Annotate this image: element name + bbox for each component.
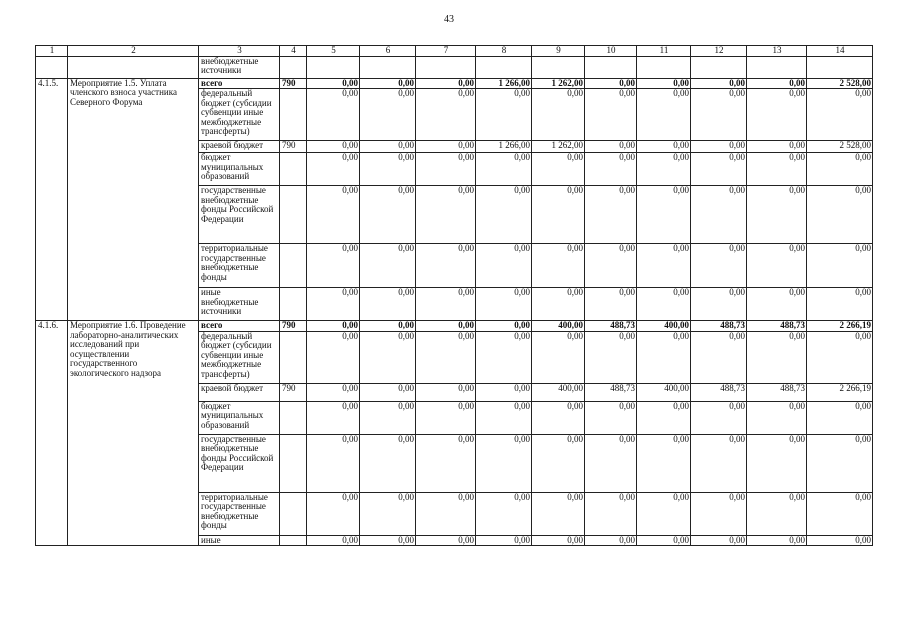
amount-cell: 0,00 [416,331,476,383]
amount-cell: 0,00 [637,78,691,89]
amount-cell: 0,00 [360,89,416,141]
amount-cell: 0,00 [691,331,747,383]
amount-cell: 400,00 [532,383,585,401]
amount-cell: 1 262,00 [532,78,585,89]
amount-cell: 0,00 [691,186,747,244]
amount-cell: 0,00 [307,244,360,288]
activity-code-cell: 4.1.6. [36,321,68,546]
amount-cell: 0,00 [807,288,873,321]
amount-cell: 0,00 [307,153,360,186]
empty-cell [747,56,807,78]
empty-cell [532,56,585,78]
amount-cell: 0,00 [416,383,476,401]
amount-cell: 0,00 [360,321,416,332]
amount-cell: 0,00 [476,331,532,383]
funding-source-cell: иные внебюджетные источники [199,288,280,321]
amount-cell: 0,00 [307,78,360,89]
amount-cell: 0,00 [747,535,807,546]
amount-cell: 0,00 [637,288,691,321]
amount-cell: 0,00 [532,186,585,244]
amount-cell: 0,00 [532,244,585,288]
amount-cell: 0,00 [807,492,873,535]
empty-cell [416,56,476,78]
amount-cell: 400,00 [637,383,691,401]
amount-cell: 0,00 [807,535,873,546]
column-number-header-row [36,46,873,57]
amount-cell: 0,00 [637,141,691,153]
amount-cell: 0,00 [637,535,691,546]
amount-cell: 0,00 [307,401,360,434]
column-number-cell: 12 [691,46,747,57]
funding-source-cell: внебюджетные источники [199,56,280,78]
amount-cell: 2 266,19 [807,321,873,332]
funding-source-cell: краевой бюджет [199,141,280,153]
amount-cell: 0,00 [360,535,416,546]
amount-cell: 0,00 [747,141,807,153]
column-number-cell: 10 [585,46,637,57]
amount-cell: 0,00 [532,535,585,546]
table-row [36,56,873,78]
amount-cell: 488,73 [747,383,807,401]
kbk-code-cell [280,535,307,546]
amount-cell: 0,00 [416,401,476,434]
kbk-code-cell [280,186,307,244]
amount-cell: 0,00 [807,89,873,141]
amount-cell: 1 266,00 [476,78,532,89]
amount-cell: 0,00 [360,141,416,153]
amount-cell: 0,00 [416,153,476,186]
empty-cell [360,56,416,78]
amount-cell: 0,00 [360,383,416,401]
amount-cell: 0,00 [637,89,691,141]
amount-cell: 0,00 [637,401,691,434]
amount-cell: 400,00 [637,321,691,332]
amount-cell: 0,00 [532,401,585,434]
empty-cell [36,56,68,78]
amount-cell: 0,00 [585,153,637,186]
amount-cell: 0,00 [307,434,360,492]
amount-cell: 0,00 [476,401,532,434]
column-number-cell: 13 [747,46,807,57]
amount-cell: 0,00 [416,492,476,535]
amount-cell: 0,00 [807,434,873,492]
funding-source-cell: государственные внебюджетные фонды Российской Федерации [199,434,280,492]
amount-cell: 0,00 [747,153,807,186]
amount-cell: 0,00 [532,153,585,186]
budget-table [35,45,873,546]
column-number-cell: 8 [476,46,532,57]
table-row [36,321,873,332]
funding-source-cell: иные [199,535,280,546]
amount-cell: 0,00 [691,434,747,492]
kbk-code-cell [280,434,307,492]
amount-cell: 488,73 [747,321,807,332]
amount-cell: 0,00 [691,401,747,434]
amount-cell: 0,00 [307,383,360,401]
amount-cell: 0,00 [360,153,416,186]
amount-cell: 2 266,19 [807,383,873,401]
amount-cell: 0,00 [691,153,747,186]
amount-cell: 0,00 [476,153,532,186]
amount-cell: 0,00 [476,535,532,546]
amount-cell: 0,00 [416,141,476,153]
amount-cell: 0,00 [532,288,585,321]
amount-cell: 0,00 [691,89,747,141]
amount-cell: 0,00 [691,244,747,288]
amount-cell: 0,00 [360,401,416,434]
amount-cell: 0,00 [416,89,476,141]
column-number-cell: 6 [360,46,416,57]
kbk-code-cell [280,331,307,383]
amount-cell: 488,73 [691,321,747,332]
amount-cell: 0,00 [747,492,807,535]
funding-source-cell: федеральный бюджет (субсидии субвенции иные межбюджетные трансферты) [199,89,280,141]
empty-cell [691,56,747,78]
amount-cell: 0,00 [585,78,637,89]
amount-cell: 0,00 [637,331,691,383]
funding-source-cell: территориальные государственные внебюджетные фонды [199,244,280,288]
amount-cell: 0,00 [807,153,873,186]
amount-cell: 0,00 [307,186,360,244]
amount-cell: 0,00 [585,244,637,288]
amount-cell: 400,00 [532,321,585,332]
amount-cell: 0,00 [532,331,585,383]
amount-cell: 0,00 [416,78,476,89]
amount-cell: 0,00 [307,492,360,535]
amount-cell: 0,00 [307,288,360,321]
amount-cell: 0,00 [637,492,691,535]
funding-source-cell: всего [199,321,280,332]
amount-cell: 0,00 [476,244,532,288]
activity-title-cell: Мероприятие 1.5. Уплата членского взноса участника Северного Форума [68,78,199,321]
kbk-code-cell [280,401,307,434]
kbk-code-cell [280,492,307,535]
amount-cell: 0,00 [747,288,807,321]
amount-cell: 0,00 [747,186,807,244]
amount-cell: 0,00 [585,492,637,535]
activity-code-cell: 4.1.5. [36,78,68,321]
amount-cell: 0,00 [747,244,807,288]
empty-cell [637,56,691,78]
amount-cell: 488,73 [585,321,637,332]
kbk-code-cell: 790 [280,321,307,332]
amount-cell: 0,00 [747,78,807,89]
amount-cell: 0,00 [585,331,637,383]
amount-cell: 0,00 [691,535,747,546]
kbk-code-cell: 790 [280,383,307,401]
amount-cell: 0,00 [807,186,873,244]
amount-cell: 488,73 [691,383,747,401]
amount-cell: 0,00 [747,401,807,434]
amount-cell: 0,00 [360,244,416,288]
amount-cell: 0,00 [307,321,360,332]
empty-cell [307,56,360,78]
amount-cell: 0,00 [637,153,691,186]
amount-cell: 0,00 [476,492,532,535]
funding-source-cell: краевой бюджет [199,383,280,401]
kbk-code-cell [280,244,307,288]
column-number-cell: 11 [637,46,691,57]
amount-cell: 0,00 [416,186,476,244]
amount-cell: 0,00 [360,78,416,89]
amount-cell: 0,00 [476,321,532,332]
kbk-code-cell: 790 [280,141,307,153]
column-number-cell: 7 [416,46,476,57]
amount-cell: 0,00 [747,331,807,383]
funding-source-cell: всего [199,78,280,89]
amount-cell: 0,00 [416,535,476,546]
amount-cell: 0,00 [807,244,873,288]
amount-cell: 0,00 [360,331,416,383]
funding-source-cell: федеральный бюджет (субсидии субвенции иные межбюджетные трансферты) [199,331,280,383]
amount-cell: 0,00 [585,288,637,321]
page-number: 43 [444,14,454,25]
column-number-cell: 2 [68,46,199,57]
empty-cell [807,56,873,78]
empty-cell [476,56,532,78]
kbk-code-cell [280,153,307,186]
activity-title-cell: Мероприятие 1.6. Проведение лабораторно-аналитических исследований при осуществлении государственного экологического надзора [68,321,199,546]
amount-cell: 0,00 [691,78,747,89]
amount-cell: 0,00 [476,383,532,401]
funding-source-cell: территориальные государственные внебюджетные фонды [199,492,280,535]
amount-cell: 0,00 [585,535,637,546]
amount-cell: 0,00 [691,141,747,153]
amount-cell: 0,00 [807,331,873,383]
column-number-cell: 4 [280,46,307,57]
column-number-cell: 5 [307,46,360,57]
column-number-cell: 9 [532,46,585,57]
empty-cell [280,56,307,78]
amount-cell: 0,00 [476,434,532,492]
amount-cell: 0,00 [416,244,476,288]
amount-cell: 0,00 [360,434,416,492]
amount-cell: 0,00 [360,492,416,535]
amount-cell: 0,00 [307,89,360,141]
amount-cell: 1 262,00 [532,141,585,153]
table-row [36,78,873,89]
amount-cell: 0,00 [476,186,532,244]
amount-cell: 0,00 [307,535,360,546]
amount-cell: 0,00 [585,186,637,244]
empty-cell [68,56,199,78]
amount-cell: 0,00 [532,89,585,141]
kbk-code-cell [280,89,307,141]
amount-cell: 0,00 [360,288,416,321]
amount-cell: 488,73 [585,383,637,401]
amount-cell: 0,00 [416,321,476,332]
amount-cell: 0,00 [747,434,807,492]
amount-cell: 0,00 [637,434,691,492]
column-number-cell: 1 [36,46,68,57]
amount-cell: 0,00 [585,401,637,434]
empty-cell [585,56,637,78]
amount-cell: 2 528,00 [807,78,873,89]
amount-cell: 0,00 [691,492,747,535]
amount-cell: 0,00 [585,89,637,141]
amount-cell: 0,00 [416,288,476,321]
column-number-cell: 14 [807,46,873,57]
amount-cell: 0,00 [585,434,637,492]
column-number-cell: 3 [199,46,280,57]
amount-cell: 0,00 [532,434,585,492]
amount-cell: 0,00 [307,141,360,153]
amount-cell: 0,00 [691,288,747,321]
amount-cell: 0,00 [637,244,691,288]
amount-cell: 0,00 [307,331,360,383]
table-body [36,46,873,546]
amount-cell: 0,00 [747,89,807,141]
funding-source-cell: государственные внебюджетные фонды Российской Федерации [199,186,280,244]
amount-cell: 0,00 [807,401,873,434]
funding-source-cell: бюджет муниципальных образований [199,401,280,434]
amount-cell: 1 266,00 [476,141,532,153]
kbk-code-cell: 790 [280,78,307,89]
amount-cell: 0,00 [637,186,691,244]
amount-cell: 0,00 [585,141,637,153]
funding-source-cell: бюджет муниципальных образований [199,153,280,186]
amount-cell: 0,00 [532,492,585,535]
amount-cell: 0,00 [416,434,476,492]
kbk-code-cell [280,288,307,321]
amount-cell: 2 528,00 [807,141,873,153]
amount-cell: 0,00 [476,89,532,141]
amount-cell: 0,00 [476,288,532,321]
amount-cell: 0,00 [360,186,416,244]
